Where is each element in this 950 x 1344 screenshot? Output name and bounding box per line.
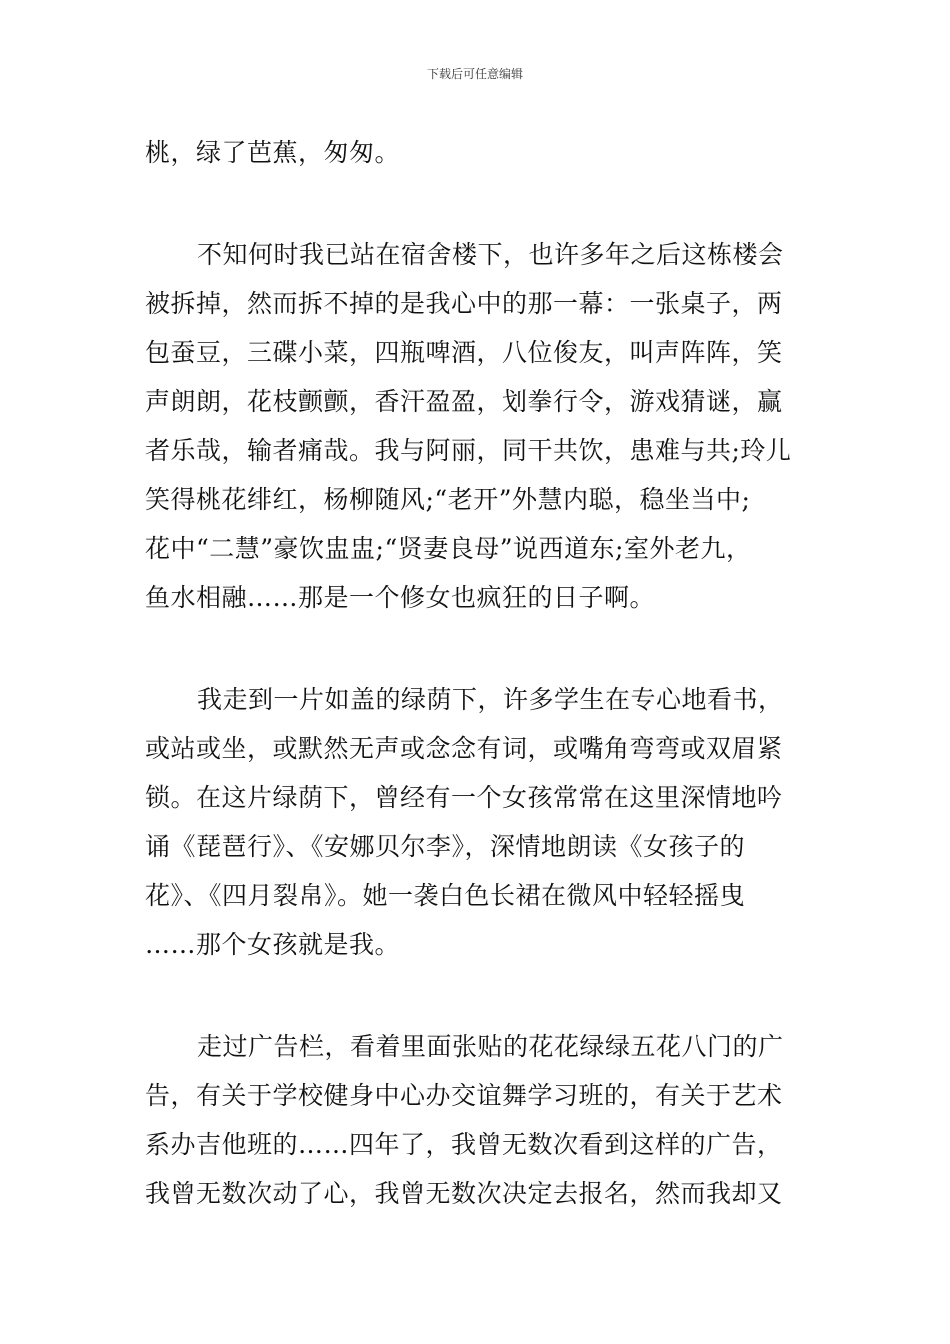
paragraph-gap	[145, 622, 825, 675]
paragraph-2	[145, 230, 825, 622]
text-line: 者乐哉，输者痛哉。我与阿丽，同干共饮，患难与共;玲儿	[145, 436, 792, 465]
text-line: 桃，绿了芭蕉，匆匆。	[145, 138, 401, 167]
text-line: 我走到一片如盖的绿荫下，许多学生在专心地看书，	[197, 685, 784, 714]
text-line: 不知何时我已站在宿舍楼下，也许多年之后这栋楼会	[197, 240, 784, 269]
text-line: 花中“二慧”豪饮盅盅;“贤妻良母”说西道东;室外老九，	[145, 534, 752, 563]
text-line: 锁。在这片绿荫下，曾经有一个女孩常常在这里深情地吟	[145, 783, 783, 812]
text-line: 花》、《四月裂帛》。她一袭白色长裙在微风中轻轻摇曳	[145, 881, 746, 910]
text-line: 或站或坐，或默然无声或念念有词，或嘴角弯弯或双眉紧	[145, 734, 783, 763]
paragraph-3	[145, 675, 825, 969]
text-line: 我曾无数次动了心，我曾无数次决定去报名，然而我却又	[145, 1179, 783, 1208]
text-line: 系办吉他班的……四年了，我曾无数次看到这样的广告，	[145, 1130, 783, 1159]
paragraph-4	[145, 1022, 825, 1218]
paragraph-1	[145, 128, 825, 177]
text-line: 被拆掉，然而拆不掉的是我心中的那一幕：一张桌子，两	[145, 289, 783, 318]
text-line: 包蚕豆，三碟小菜，四瓶啤酒，八位俊友，叫声阵阵，笑	[145, 338, 783, 367]
text-line: 鱼水相融……那是一个修女也疯狂的日子啊。	[145, 583, 656, 612]
text-line: 笑得桃花绯红，杨柳随风;“老开”外慧内聪，稳坐当中;	[145, 485, 751, 514]
text-line: 诵《琵琶行》、《安娜贝尔李》，深情地朗读《女孩子的	[145, 832, 746, 861]
document-body	[145, 128, 825, 1218]
text-line: ……那个女孩就是我。	[145, 930, 401, 959]
text-line: 告，有关于学校健身中心办交谊舞学习班的，有关于艺术	[145, 1081, 783, 1110]
text-line: 声朗朗，花枝颤颤，香汗盈盈，划拳行令，游戏猜谜，赢	[145, 387, 783, 416]
page-header: 下载后可任意编辑	[426, 67, 523, 81]
text-line: 走过广告栏，看着里面张贴的花花绿绿五花八门的广	[197, 1032, 784, 1061]
paragraph-gap	[145, 177, 825, 230]
paragraph-gap	[145, 969, 825, 1022]
